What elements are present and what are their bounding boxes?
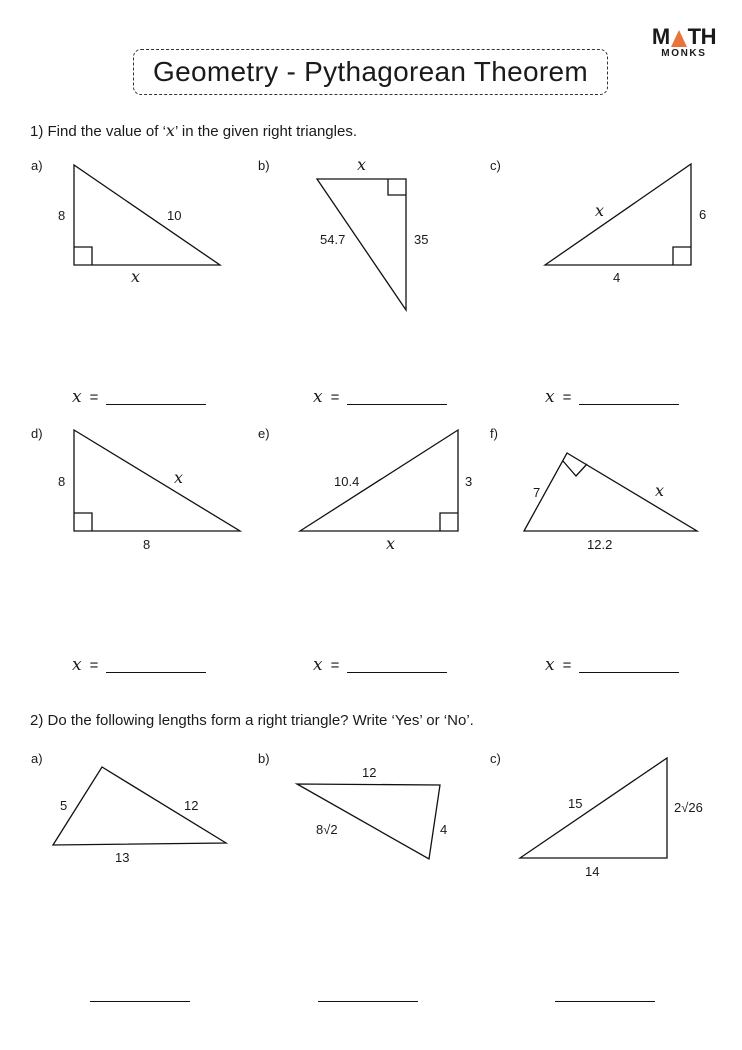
logo-text-monks: MONKS <box>661 48 707 59</box>
logo-text-m: M <box>651 24 670 49</box>
triangle-1c <box>545 164 691 265</box>
right-angle-1c <box>673 247 691 265</box>
answer-blank-2b[interactable] <box>318 1000 418 1002</box>
side-label: 5 <box>60 798 68 813</box>
side-label: 2√26 <box>674 800 703 815</box>
answer-field-1f[interactable]: x = <box>545 655 679 675</box>
title-text: Geometry - Pythagorean Theorem <box>153 56 588 87</box>
answer-field-1b[interactable]: x = <box>313 387 447 407</box>
side-label: 8 <box>58 208 66 223</box>
item-label-2c: c) <box>490 751 501 766</box>
side-label: 54.7 <box>320 232 346 247</box>
side-label: 10.4 <box>334 474 360 489</box>
right-angle-1d <box>74 513 92 531</box>
side-label: 10 <box>167 208 182 223</box>
side-label: 14 <box>585 864 600 879</box>
item-label-1e: e) <box>258 426 270 441</box>
side-label-x: x <box>595 201 605 220</box>
triangle-1f <box>524 453 697 531</box>
right-angle-1b <box>388 179 406 195</box>
side-label: 12.2 <box>587 537 613 552</box>
answer-blank-2c[interactable] <box>555 1000 655 1002</box>
item-label-1b: b) <box>258 158 270 173</box>
item-label-1c: c) <box>490 158 501 173</box>
side-label-x: x <box>131 267 141 286</box>
answer-field-1a[interactable]: x = <box>72 387 206 407</box>
item-label-2a: a) <box>31 751 43 766</box>
side-label-x: x <box>386 534 396 553</box>
side-label: 12 <box>362 765 377 780</box>
side-label: 3 <box>465 474 473 489</box>
answer-field-1d[interactable]: x = <box>72 655 206 675</box>
triangle-1e <box>300 430 458 531</box>
right-angle-1a <box>74 247 92 265</box>
side-label: 12 <box>184 798 199 813</box>
side-label: 7 <box>533 485 541 500</box>
question-1-prompt: 1) Find the value of ‘x’ in the given right triangles. <box>30 121 357 140</box>
side-label: 4 <box>613 270 621 285</box>
item-label-1a: a) <box>31 158 43 173</box>
side-label: 35 <box>414 232 429 247</box>
triangle-1d <box>74 430 240 531</box>
answer-field-1e[interactable]: x = <box>313 655 447 675</box>
side-label: 4 <box>440 822 448 837</box>
item-label-1d: d) <box>31 426 43 441</box>
item-label-2b: b) <box>258 751 270 766</box>
item-label-1f: f) <box>490 426 498 441</box>
side-label: 13 <box>115 850 130 865</box>
answer-field-1c[interactable]: x = <box>545 387 679 407</box>
side-label: 8√2 <box>316 822 338 837</box>
right-angle-1e <box>440 513 458 531</box>
side-label-x: x <box>174 468 184 487</box>
side-label: 8 <box>58 474 66 489</box>
side-label: 6 <box>699 207 707 222</box>
question-2-prompt: 2) Do the following lengths form a right triangle? Write ‘Yes’ or ‘No’. <box>30 712 474 729</box>
answer-blank-2a[interactable] <box>90 1000 190 1002</box>
side-label-x: x <box>655 481 665 500</box>
triangle-2a <box>53 767 226 845</box>
side-label: 15 <box>568 796 583 811</box>
triangle-2c <box>520 758 667 858</box>
side-label: 8 <box>143 537 151 552</box>
triangle-1a <box>74 165 220 265</box>
logo-text-th: TH <box>687 24 716 49</box>
side-label-x: x <box>357 155 367 174</box>
